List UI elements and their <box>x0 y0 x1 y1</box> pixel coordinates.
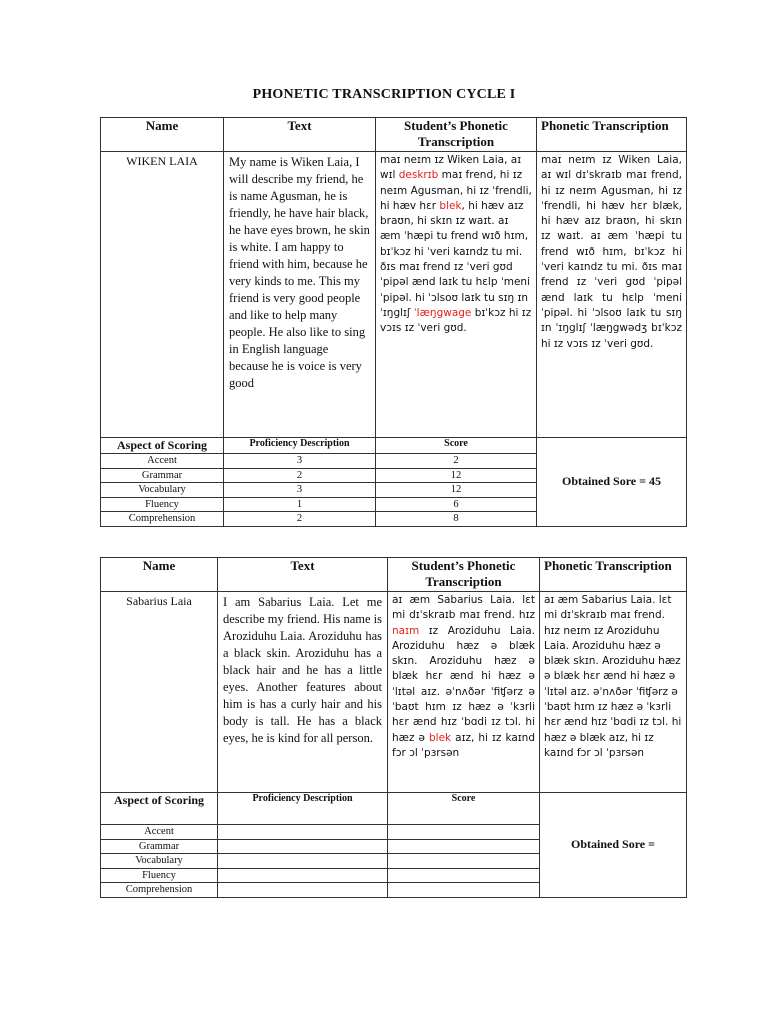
student-name: WIKEN LAIA <box>101 152 224 438</box>
phonetic-transcription-header: Phonetic Transcription <box>540 558 687 592</box>
student-transcription-header: Student’s Phonetic Transcription <box>388 558 540 592</box>
correct-transcription: maɪ neɪm ɪz Wiken Laia, aɪ wɪl dɪˈskraɪb maɪ frend, hi ɪz neɪm Agusman, hi ɪz ˈfrendli, hi hæv hɛr blæk, hi hæv aɪz braʊn, hi skɪn ɪz waɪt. aɪ æm ˈhæpi tu frend wɪð hɪm, bɪˈkɔz hi ˈveri kaɪndz tu mi. ðɪs maɪ frend ɪz ˈveri gʊd ˈpipəl ænd laɪk tu hɛlp ˈmeni ˈpipəl. hi ˈɔlsoʊ laɪk tu sɪŋ ɪn ˈɪŋglɪʃ ˈlæŋgwədʒ bɪˈkɔz hi ɪz vɔɪs ɪz ˈveri gʊd. <box>537 152 687 438</box>
obtained-score <box>537 438 687 527</box>
transcription-segment: ɪz Aroziduhu Laia. Aroziduhu hæz ə blæk skɪn. Aroziduhu hæz ə blæk hɛr ænd hi hæz ə ˈlɪtəl aɪz. əˈnʌðər ˈfiʧərz əˈbaʊt hɪm ɪz hæz ə ˈkɜrli hɛr ænd hɪz ˈbɑdi ɪz tɔl. hi hæz ə <box>392 624 535 744</box>
text-header: Text <box>224 118 376 152</box>
aspect-label: Accent <box>101 454 224 469</box>
aspect-label: Fluency <box>101 868 218 883</box>
student-transcription <box>376 152 537 438</box>
student-name: Sabarius Laia <box>101 592 218 793</box>
error-word: naɪm <box>392 624 420 637</box>
aspect-label: Grammar <box>101 468 224 483</box>
proficiency-header: Proficiency Description <box>218 793 388 825</box>
score-value <box>388 883 540 898</box>
page-title: PHONETIC TRANSCRIPTION CYCLE I <box>252 87 516 102</box>
student-transcription <box>388 592 540 793</box>
obtained-value: 45 <box>648 474 661 489</box>
phonetic-transcription-header: Phonetic Transcription <box>537 118 687 152</box>
aspect-label: Vocabulary <box>101 854 218 869</box>
student-transcription-header: Student’s Phonetic Transcription <box>376 118 537 152</box>
score-header: Score <box>388 793 540 825</box>
proficiency-value <box>218 868 388 883</box>
error-word: ˈlæŋgwage <box>413 306 472 319</box>
score-value <box>388 868 540 883</box>
aspect-label: Comprehension <box>101 512 224 527</box>
aspect-header: Aspect of Scoring <box>101 793 218 825</box>
transcription-segment: , hi hæv aɪz braʊn, hi skɪn ɪz waɪt. aɪ æm ˈhæpi tu frend wɪð hɪm, bɪˈkɔz hi ˈveri kaɪndz tu mi. ðɪs maɪ frend ɪz ˈveri gʊd ˈpipəl ænd laɪk tu hɛlp ˈmeni ˈpipəl. hi ˈɔlsoʊ laɪk tu sɪŋ ɪn ˈɪŋglɪʃ <box>380 199 530 319</box>
student-text: My name is Wiken Laia, I will describe my friend, he is name Agusman, he is friendly, he have hair black, he have eyes brown, he skin is white. I am happy to friend with him, because he very kinds to me. This my friend is very good people and like to help many people. He also like to sing in English language because he is voice is very good <box>224 152 376 438</box>
score-value: 12 <box>376 483 537 498</box>
transcription-segment: maɪ frend, hi ɪz neɪm Agusman, hi ɪz ˈfrendli, hi hæv hɛr <box>380 169 532 212</box>
score-value <box>388 825 540 840</box>
correct-transcription: aɪ æm Sabarius Laia. lɛt mi dɪˈskraɪb maɪ frend. hɪz neɪm ɪz Aroziduhu Laia. Aroziduhu hæz ə blæk skɪn. Aroziduhu hæz ə blæk hɛr ænd hi hæz ə ˈlɪtəl aɪz. əˈnʌðər ˈfiʧərz əˈbaʊt hɪm ɪz hæz ə ˈkɜrli hɛr ænd hɪz ˈbɑdi ɪz tɔl. hi hæz ə blæk aɪz, hi ɪz kaɪnd fɔr ɔl ˈpɜrsən <box>540 592 687 793</box>
proficiency-value <box>218 883 388 898</box>
proficiency-value: 1 <box>224 497 376 512</box>
proficiency-value <box>218 839 388 854</box>
proficiency-value <box>218 825 388 840</box>
transcription-segment: maɪ neɪm ɪz Wiken Laia, aɪ wɪl <box>380 154 522 182</box>
score-value: 6 <box>376 497 537 512</box>
score-value <box>388 839 540 854</box>
proficiency-value: 2 <box>224 512 376 527</box>
transcription-table-1 <box>100 117 687 527</box>
student-text: I am Sabarius Laia. Let me describe my friend. His name is Aroziduhu Laia. Aroziduhu has a black skin. Aroziduhu has a black hair and he has a little eyes. Another features about him is has a curly hair and his body is tall. He has a black eyes, he is kind for all person. <box>218 592 388 793</box>
score-value: 12 <box>376 468 537 483</box>
name-header: Name <box>101 558 218 592</box>
score-header: Score <box>376 438 537 454</box>
proficiency-value: 3 <box>224 454 376 469</box>
aspect-label: Grammar <box>101 839 218 854</box>
text-header: Text <box>218 558 388 592</box>
proficiency-value: 3 <box>224 483 376 498</box>
transcription-segment: bɪˈkɔz hi ɪz vɔɪs ɪz ˈveri gʊd. <box>380 306 532 335</box>
score-value: 8 <box>376 512 537 527</box>
transcription-segment: aɪ æm Sabarius Laia. lɛt mi dɪˈskraɪb maɪ frend. hɪz <box>392 594 535 622</box>
proficiency-header: Proficiency Description <box>224 438 376 454</box>
obtained-label: Obtained Sore = <box>562 474 646 489</box>
proficiency-value: 2 <box>224 468 376 483</box>
obtained-label: Obtained Sore = <box>571 837 655 852</box>
aspect-label: Vocabulary <box>101 483 224 498</box>
transcription-table-2 <box>100 557 687 898</box>
transcription-segment: aɪz, hi ɪz kaɪnd fɔr ɔl ˈpɜrsən <box>392 731 535 759</box>
error-word: blek <box>429 731 452 744</box>
proficiency-value <box>218 854 388 869</box>
aspect-label: Accent <box>101 825 218 840</box>
score-value <box>388 854 540 869</box>
aspect-label: Comprehension <box>101 883 218 898</box>
aspect-header: Aspect of Scoring <box>101 438 224 454</box>
score-value: 2 <box>376 454 537 469</box>
obtained-score <box>540 793 687 898</box>
aspect-label: Fluency <box>101 497 224 512</box>
error-word: blek <box>439 199 462 212</box>
name-header: Name <box>101 118 224 152</box>
error-word: deskrɪb <box>398 169 439 182</box>
